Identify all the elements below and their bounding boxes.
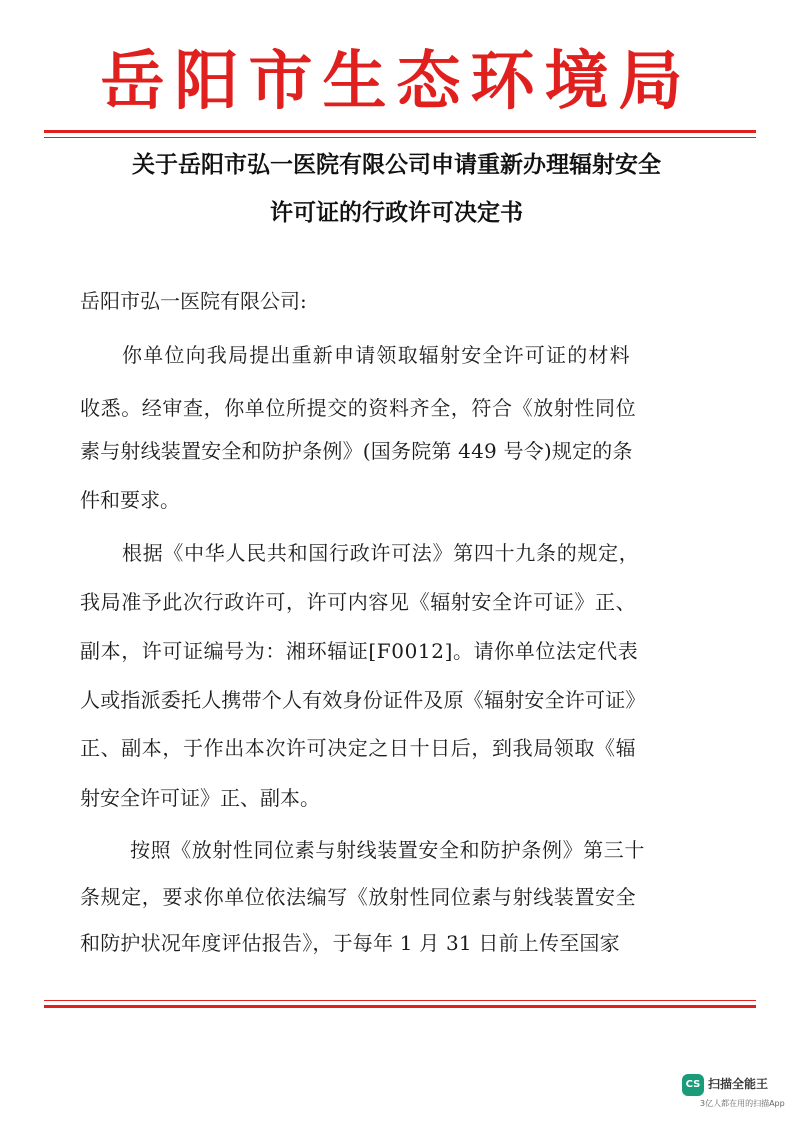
footer-rule-thin bbox=[44, 1000, 756, 1001]
addressee: 岳阳市弘一医院有限公司: bbox=[80, 289, 307, 313]
body-line-2: 收悉。经审查，你单位所提交的资料齐全，符合《放射性同位 bbox=[80, 396, 637, 420]
body-line-5: 根据《中华人民共和国行政许可法》第四十九条的规定， bbox=[122, 541, 640, 565]
scanner-app-name: 扫描全能王 bbox=[708, 1077, 769, 1091]
document-title-line-2: 许可证的行政许可决定书 bbox=[270, 200, 523, 226]
body-line-6: 我局准予此次行政许可，许可内容见《辐射安全许可证》正、 bbox=[80, 590, 637, 614]
footer-rule-thick bbox=[44, 1005, 756, 1008]
body-line-7: 副本，许可证编号为：湘环辐证[F0012]。请你单位法定代表 bbox=[80, 639, 639, 663]
body-line-10: 射安全许可证》正、副本。 bbox=[80, 786, 320, 810]
scanner-tagline: 3亿人都在用的扫描App bbox=[700, 1099, 785, 1108]
document-title-line-1: 关于岳阳市弘一医院有限公司申请重新办理辐射安全 bbox=[132, 152, 661, 178]
body-line-9: 正、副本，于作出本次许可决定之日十日后，到我局领取《辐 bbox=[80, 736, 637, 760]
body-line-13: 和防护状况年度评估报告》，于每年 1 月 31 日前上传至国家 bbox=[80, 931, 620, 955]
letterhead-title: 岳阳市生态环境局 bbox=[100, 44, 693, 119]
letterhead-rule-thin bbox=[44, 137, 756, 138]
body-line-12: 条规定，要求你单位依法编写《放射性同位素与射线装置安全 bbox=[80, 885, 637, 909]
body-line-3: 素与射线装置安全和防护条例》(国务院第 449 号令)规定的条 bbox=[80, 439, 633, 463]
body-line-8: 人或指派委托人携带个人有效身份证件及原《辐射安全许可证》 bbox=[80, 688, 646, 712]
scanner-watermark bbox=[682, 1072, 785, 1116]
body-line-1: 你单位向我局提出重新申请领取辐射安全许可证的材料 bbox=[122, 343, 631, 367]
camscanner-logo-icon: CS bbox=[682, 1074, 704, 1096]
body-line-4: 件和要求。 bbox=[80, 488, 180, 512]
body-line-11: 按照《放射性同位素与射线装置安全和防护条例》第三十 bbox=[130, 838, 645, 862]
letterhead-rule-thick bbox=[44, 130, 756, 133]
